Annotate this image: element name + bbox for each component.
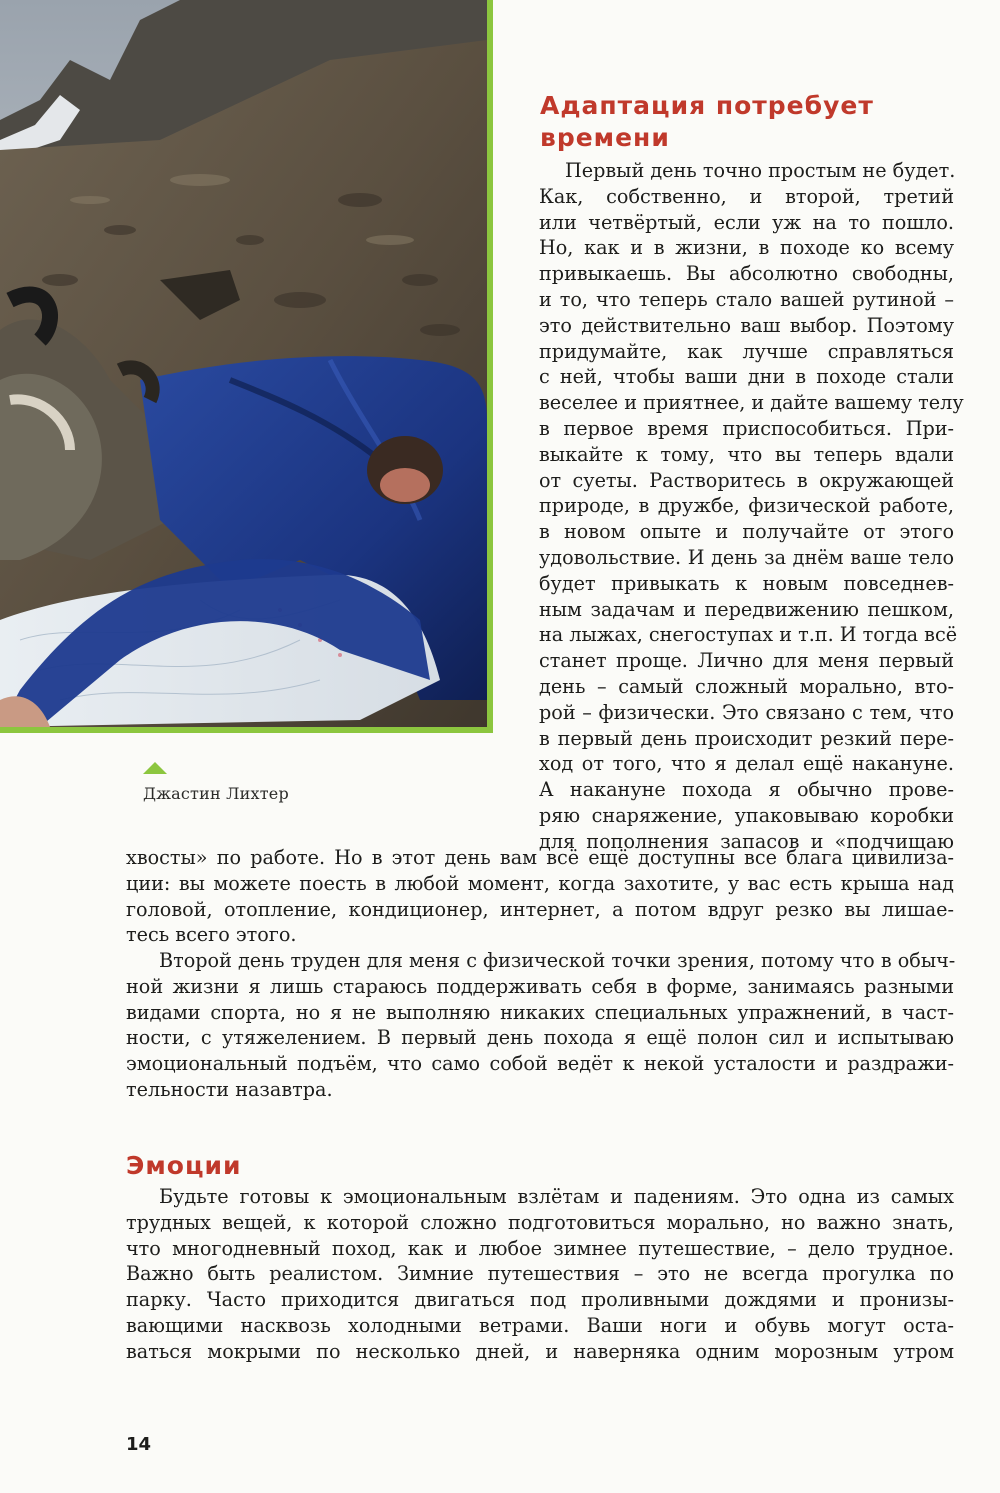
- text-line: эмоциональный подъём, что само собой ведёт к некой усталости и раздражи-: [126, 1052, 954, 1076]
- text-line: рой – физически. Это связано с тем, что: [539, 700, 954, 724]
- text-line: Но, как и в жизни, в походе ко всему: [539, 236, 954, 260]
- text-line: выкайте к тому, что вы теперь вдали: [539, 442, 954, 466]
- column-paragraph: [539, 158, 964, 855]
- text-line: хвосты» по работе. Но в этот день вам всё ещё доступны все блага цивилиза-: [126, 846, 954, 869]
- text-line: Как, собственно, и второй, третий: [539, 184, 954, 208]
- section-heading-emotions: Эмоции: [126, 1151, 242, 1180]
- text-line: Важно быть реалистом. Зимние путешествия – это не всегда прогулка по: [126, 1262, 954, 1286]
- text-line: Второй день труден для меня с физической точки зрения, потому что в обыч-: [159, 949, 956, 972]
- text-line: ход от того, что я делал ещё накануне.: [539, 752, 954, 776]
- text-line: природе, в дружбе, физической работе,: [539, 494, 954, 518]
- text-line: парку. Часто приходится двигаться под проливными дождями и пронизы-: [126, 1288, 954, 1312]
- text-line: это действительно ваш выбор. Поэтому: [539, 313, 954, 337]
- text-line: с ней, чтобы ваши дни в походе стали: [539, 365, 954, 389]
- hiker-photo: [0, 0, 493, 733]
- text-line: ной жизни я лишь стараюсь поддерживать себя в форме, занимаясь разными: [126, 974, 954, 998]
- text-line: головой, отопление, кондиционер, интернет, а потом вдруг резко вы лишае-: [126, 897, 954, 921]
- text-line: ваться мокрыми по несколько дней, и наверняка одним морозным утром: [126, 1339, 954, 1363]
- photo-illustration: [0, 0, 487, 727]
- section-heading-adaptation: Адаптация потребует времени: [540, 91, 874, 152]
- text-line: ным задачам и передвижению пешком,: [539, 597, 954, 621]
- text-line: видами спорта, но я не выполняю никаких специальных упражнений, в част-: [126, 1000, 954, 1024]
- text-line: ности, с утяжелением. В первый день похода я ещё полон сил и испытываю: [126, 1026, 954, 1050]
- text-line: ции: вы можете поесть в любой момент, когда захотите, у вас есть крыша над: [126, 871, 954, 895]
- text-line: от суеты. Растворитесь в окружающей: [539, 468, 954, 492]
- full-width-continuation: [126, 845, 954, 948]
- text-line: в новом опыте и получайте от этого: [539, 520, 954, 544]
- text-line: станет проще. Лично для меня первый: [539, 649, 954, 673]
- text-line: веселее и приятнее, и дайте вашему телу: [539, 391, 964, 415]
- page-number: 14: [126, 1434, 152, 1455]
- text-line: для пополнения запасов и «подчищаю: [539, 829, 954, 853]
- text-line: или четвёртый, если уж на то пошло.: [539, 210, 954, 234]
- text-line: что многодневный поход, как и любое зимнее путешествие, – дело трудное.: [126, 1236, 954, 1260]
- text-line: А накануне похода я обычно прове-: [539, 778, 954, 802]
- text-line: будет привыкать к новым повседнев-: [539, 571, 954, 595]
- emotions-paragraph: [126, 1184, 954, 1365]
- text-line: и то, что теперь стало вашей рутиной –: [539, 287, 954, 311]
- text-line: Первый день точно простым не будет.: [565, 159, 956, 182]
- text-line: в первое время приспособиться. При-: [539, 416, 954, 440]
- text-line: на лыжах, снегоступах и т.п. И тогда всё: [539, 623, 958, 647]
- text-line: вающими насквозь холодными ветрами. Ваши ноги и обувь могут оста-: [126, 1313, 954, 1337]
- text-line: трудных вещей, к которой сложно подготовиться морально, но важно знать,: [126, 1210, 954, 1234]
- text-line: день – самый сложный морально, вто-: [539, 674, 954, 698]
- text-line: удовольствие. И день за днём ваше тело: [539, 545, 954, 569]
- text-line: тельности назавтра.: [126, 1077, 333, 1101]
- text-line: Будьте готовы к эмоциональным взлётам и падениям. Это одна из самых: [159, 1185, 954, 1208]
- text-line: в первый день происходит резкий пере-: [539, 726, 954, 750]
- second-day-paragraph: [126, 948, 954, 1103]
- text-line: ряю снаряжение, упаковываю коробки: [539, 803, 954, 827]
- caption-triangle-icon: [143, 762, 167, 774]
- text-line: тесь всего этого.: [126, 923, 297, 947]
- photo-caption: Джастин Лихтер: [143, 784, 289, 803]
- text-line: привыкаешь. Вы абсолютно свободны,: [539, 262, 954, 286]
- text-line: придумайте, как лучше справляться: [539, 339, 954, 363]
